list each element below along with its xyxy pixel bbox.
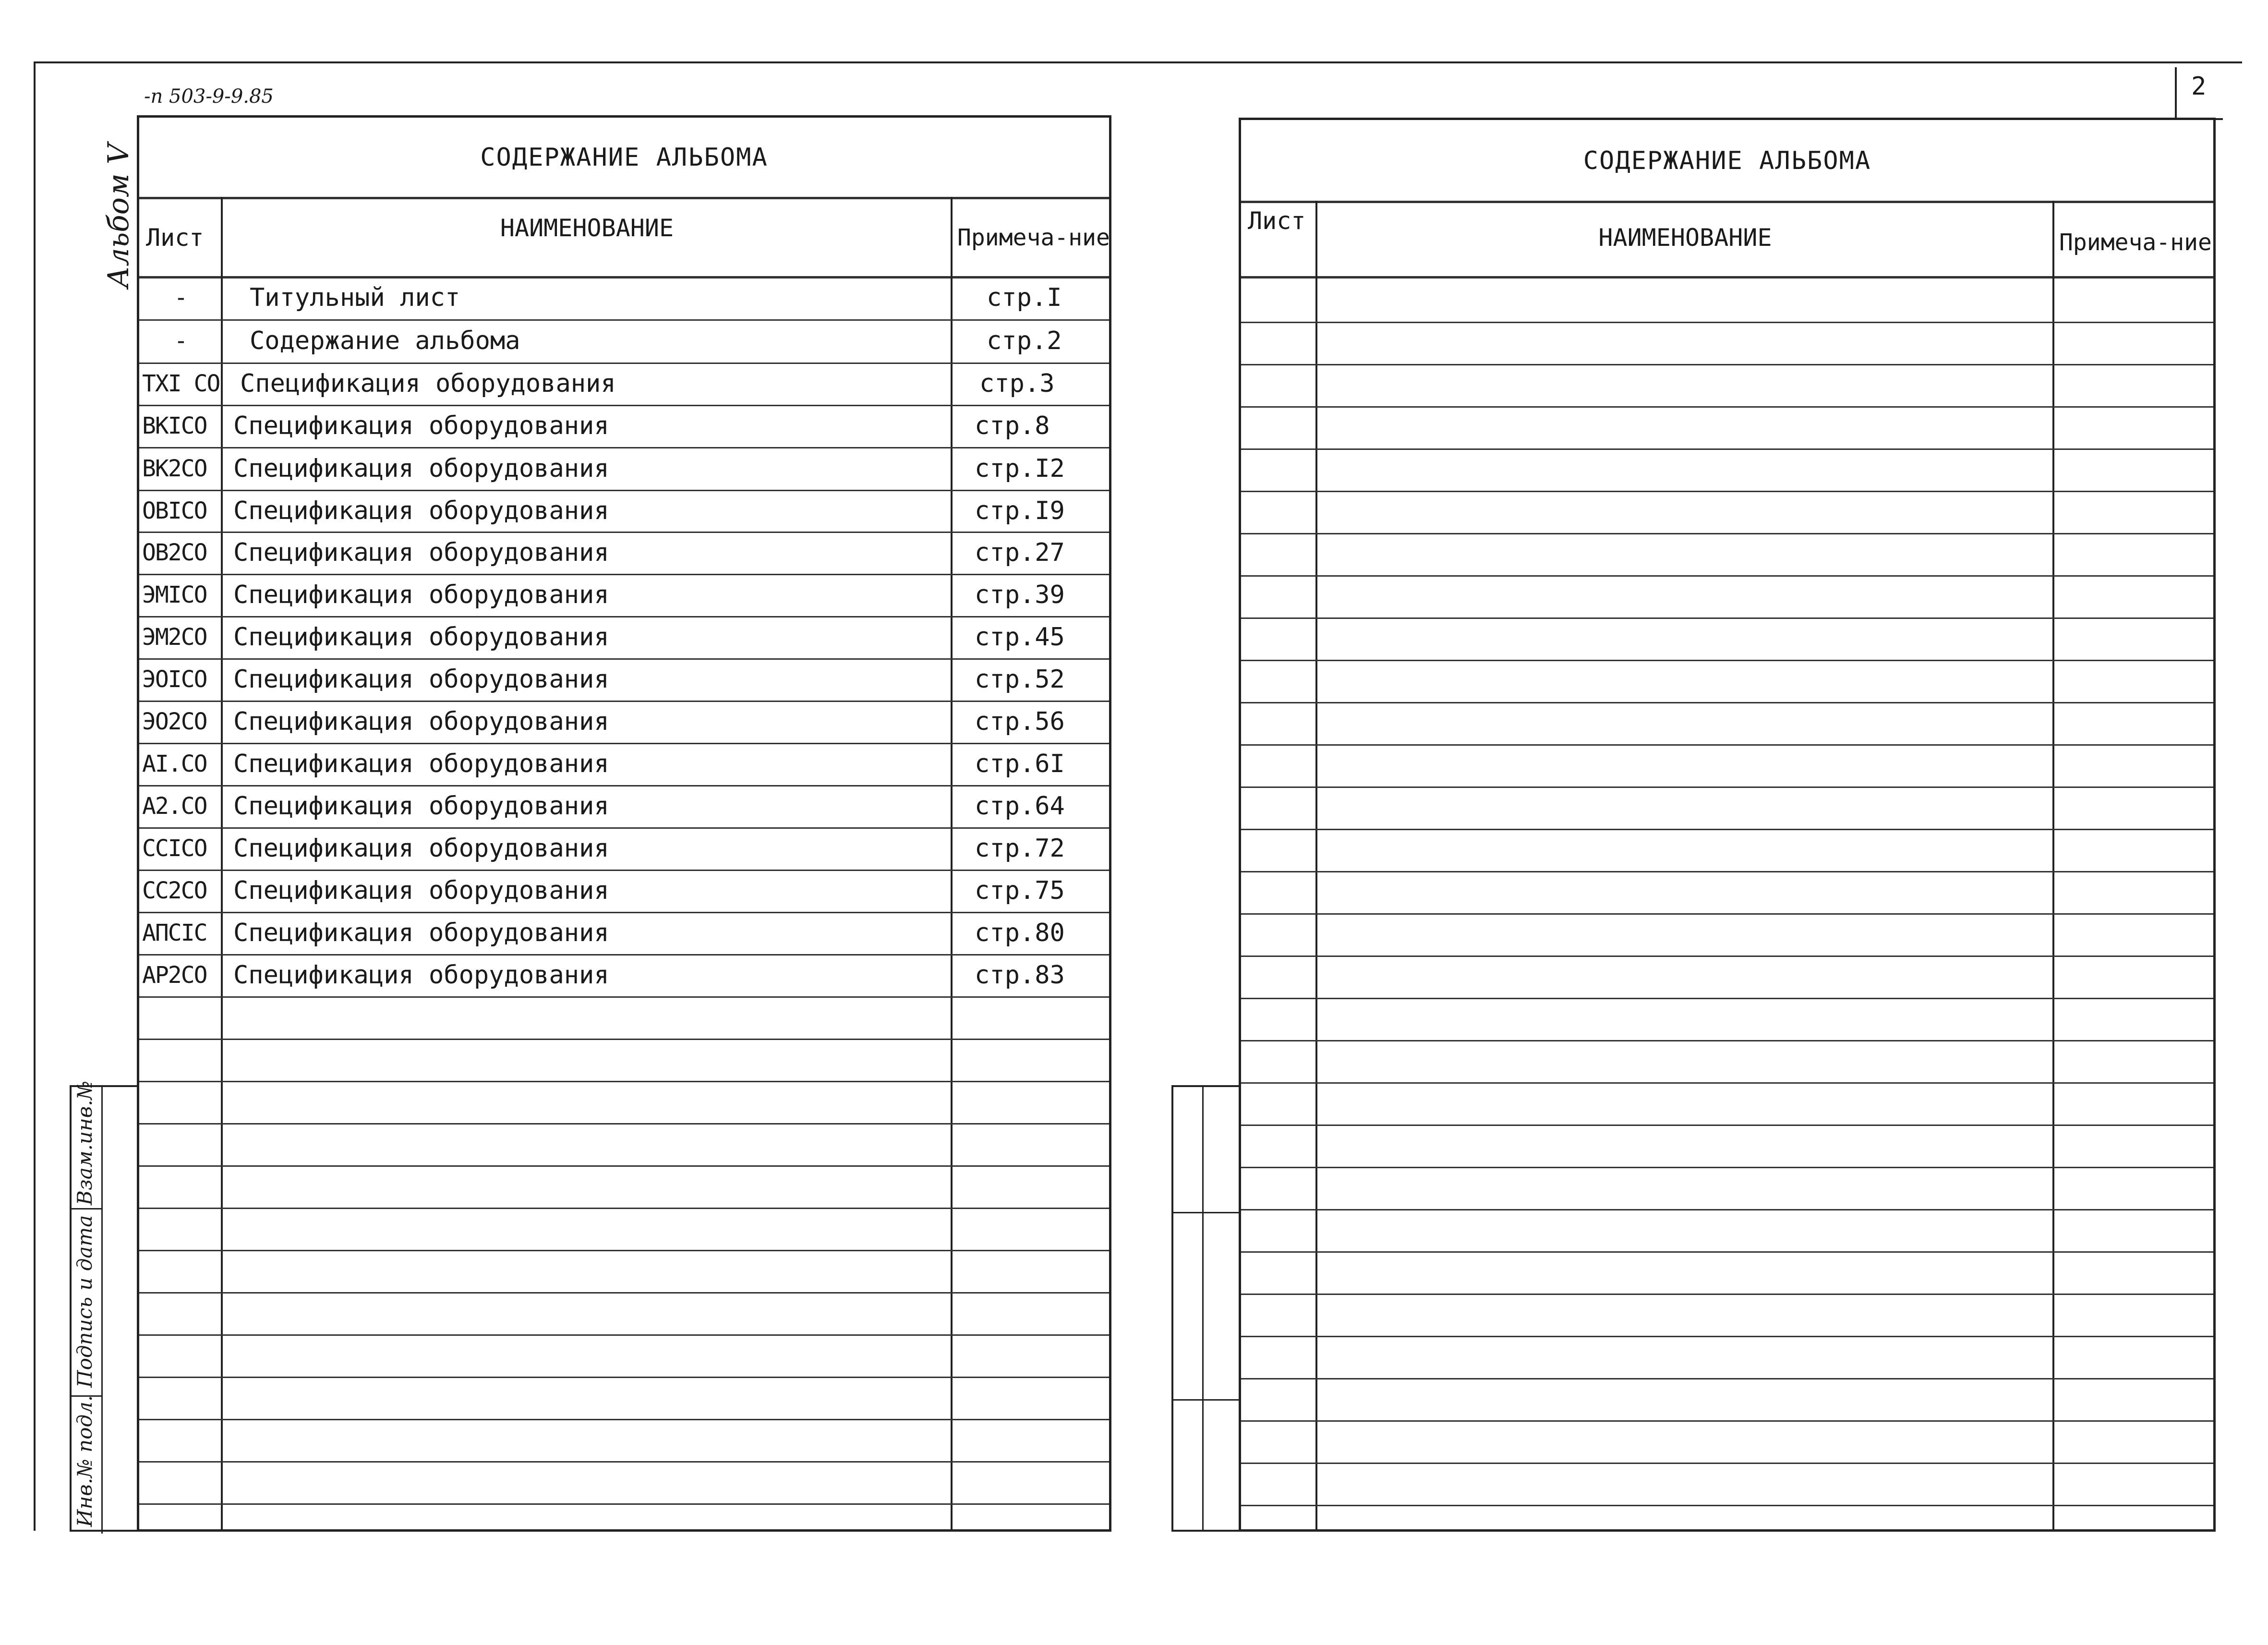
right-contents-table — [1239, 118, 2216, 1532]
table-row — [139, 701, 1109, 743]
row-note: стр.I2 — [975, 454, 1065, 483]
row-sheet: ЭО2СО — [142, 708, 207, 735]
right-header-name: НАИМЕНОВАНИЕ — [1598, 224, 1772, 252]
row-name: Спецификация оборудования — [233, 623, 609, 652]
row-name: Титульный лист — [250, 283, 460, 312]
table-row — [139, 405, 1109, 447]
row-name: Спецификация оборудования — [233, 876, 609, 905]
row-sheet: ОВIСО — [142, 497, 207, 524]
row-name: Спецификация оборудования — [233, 750, 609, 778]
inv-number-label: Инв.№ подл. — [73, 1395, 97, 1527]
row-note: стр.80 — [975, 919, 1065, 947]
row-sheet: ВКIСО — [142, 412, 207, 439]
row-note: стр.I — [987, 283, 1062, 312]
binding-strip — [1171, 1085, 1239, 1532]
row-name: Спецификация оборудования — [233, 538, 609, 567]
left-header-sheet: Лист — [146, 224, 204, 252]
table-row — [139, 658, 1109, 701]
row-sheet: АПСIС — [142, 919, 207, 946]
row-name: Спецификация оборудования — [233, 665, 609, 694]
table-row — [139, 532, 1109, 574]
row-note: стр.3 — [979, 369, 1055, 398]
album-label: Альбом V — [102, 143, 135, 288]
table-row — [139, 912, 1109, 954]
table-row — [139, 363, 1109, 405]
left-contents-table — [137, 115, 1111, 1532]
left-table-title: СОДЕРЖАНИЕ АЛЬБОМА — [480, 143, 768, 172]
row-name: Спецификация оборудования — [233, 834, 609, 863]
row-note: стр.8 — [975, 411, 1050, 440]
table-row — [139, 276, 1109, 319]
row-sheet: АI.СО — [142, 750, 207, 777]
row-note: стр.83 — [975, 961, 1065, 990]
row-note: стр.2 — [987, 327, 1062, 355]
right-table-title: СОДЕРЖАНИЕ АЛЬБОМА — [1583, 146, 1871, 175]
row-note: стр.72 — [975, 834, 1065, 863]
row-note: стр.I9 — [975, 496, 1065, 525]
row-sheet: ОВ2СО — [142, 539, 207, 566]
row-note: стр.45 — [975, 623, 1065, 652]
row-sheet: - — [174, 327, 187, 354]
table-row — [139, 616, 1109, 658]
row-name: Спецификация оборудования — [233, 961, 609, 990]
page-number-box — [2175, 67, 2223, 120]
row-note: стр.56 — [975, 707, 1065, 736]
table-row — [139, 319, 1109, 363]
signature-date-label: Подпись и дата — [73, 1215, 97, 1388]
row-note: стр.52 — [975, 665, 1065, 694]
row-sheet: ТХI СО — [142, 370, 220, 397]
row-sheet: СС2СО — [142, 877, 207, 904]
row-sheet: ЭМIСО — [142, 581, 207, 608]
table-row — [139, 870, 1109, 912]
document-code: -п 503-9-9.85 — [144, 85, 274, 108]
row-name: Спецификация оборудования — [233, 411, 609, 440]
row-name: Спецификация оборудования — [233, 496, 609, 525]
row-sheet: А2.СО — [142, 793, 207, 820]
table-row — [139, 785, 1109, 827]
row-note: стр.6I — [975, 750, 1065, 778]
row-sheet: ЭОIСО — [142, 666, 207, 693]
page-number: 2 — [2191, 72, 2207, 101]
row-note: стр.75 — [975, 876, 1065, 905]
row-sheet: ВК2СО — [142, 455, 207, 482]
table-row — [139, 447, 1109, 490]
row-sheet: АР2СО — [142, 962, 207, 989]
row-name: Спецификация оборудования — [233, 581, 609, 609]
row-name: Спецификация оборудования — [233, 792, 609, 821]
row-note: стр.27 — [975, 538, 1065, 567]
row-note: стр.64 — [975, 792, 1065, 821]
right-header-note: Примеча-ние — [2059, 229, 2212, 256]
table-row — [139, 490, 1109, 532]
left-header-name: НАИМЕНОВАНИЕ — [500, 214, 674, 242]
table-row — [139, 954, 1109, 996]
row-sheet: - — [174, 284, 187, 311]
row-name: Спецификация оборудования — [233, 919, 609, 947]
left-header-note: Примеча-ние — [957, 224, 1110, 251]
replacement-inv-label: Взам.инв.№ — [73, 1080, 97, 1205]
right-header-sheet: Лист — [1248, 207, 1306, 235]
table-row — [139, 827, 1109, 870]
row-name: Спецификация оборудования — [233, 454, 609, 483]
row-sheet: ССIСО — [142, 835, 207, 862]
row-note: стр.39 — [975, 581, 1065, 609]
row-name: Содержание альбома — [250, 327, 520, 355]
table-row — [139, 574, 1109, 616]
row-sheet: ЭМ2СО — [142, 624, 207, 651]
row-name: Спецификация оборудования — [233, 707, 609, 736]
table-row — [139, 743, 1109, 785]
row-name: Спецификация оборудования — [240, 369, 616, 398]
